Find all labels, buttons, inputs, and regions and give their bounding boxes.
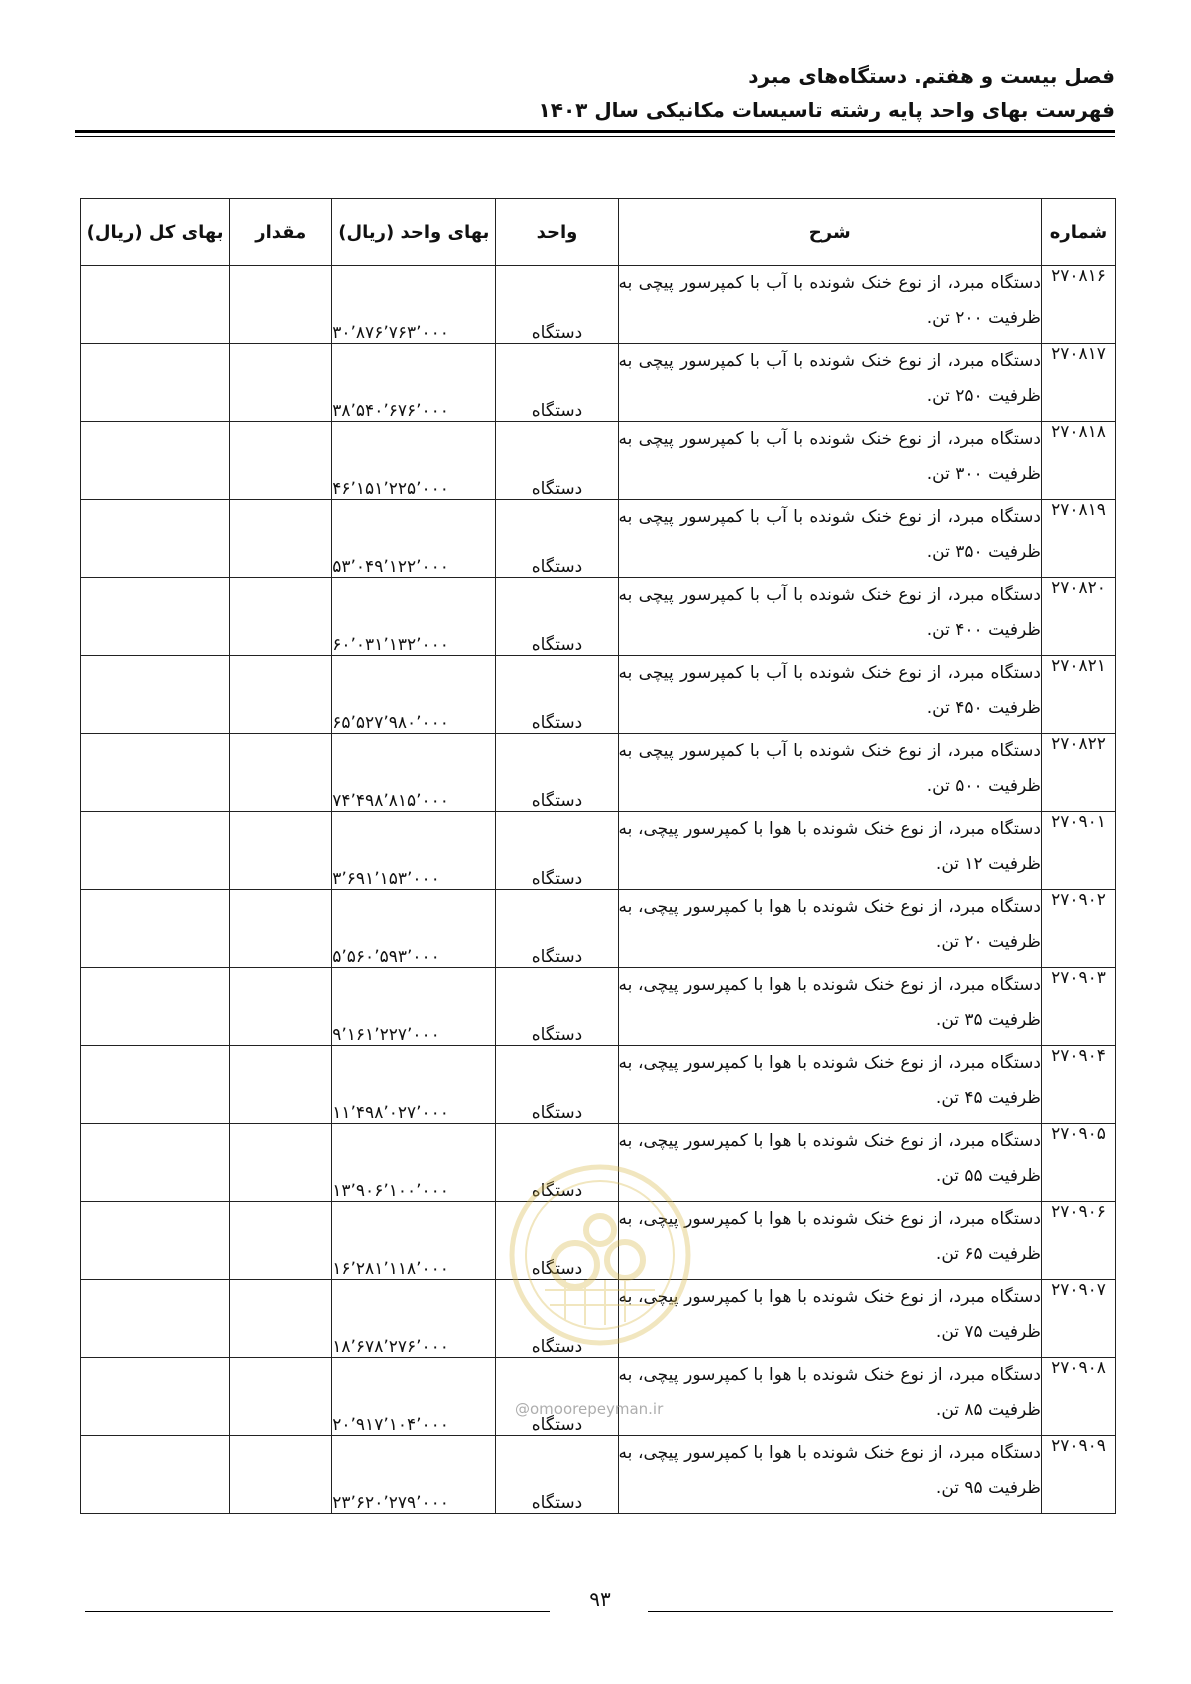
item-unit: دستگاه bbox=[496, 1358, 618, 1436]
item-quantity bbox=[230, 1202, 332, 1280]
item-unit-price: ۶۰٬۰۳۱٬۱۳۲٬۰۰۰ bbox=[332, 578, 496, 656]
table-row bbox=[81, 500, 1116, 578]
item-unit: دستگاه bbox=[496, 578, 618, 656]
item-code: ۲۷۰۸۲۱ bbox=[1041, 656, 1115, 734]
item-total-price bbox=[81, 344, 230, 422]
footer-rule-left bbox=[85, 1611, 550, 1612]
item-quantity bbox=[230, 266, 332, 344]
item-code: ۲۷۰۸۱۷ bbox=[1041, 344, 1115, 422]
table-row bbox=[81, 1358, 1116, 1436]
table-row bbox=[81, 890, 1116, 968]
item-description: دستگاه مبرد، از نوع خنک شونده با هوا با کمپرسور پیچی، به ظرفیت ۲۰ تن. bbox=[618, 890, 1041, 968]
item-quantity bbox=[230, 812, 332, 890]
header-rule-thick bbox=[75, 130, 1115, 133]
item-code: ۲۷۰۹۰۲ bbox=[1041, 890, 1115, 968]
chapter-title: فصل بیست و هفتم. دستگاه‌های مبرد bbox=[748, 64, 1115, 88]
table-row bbox=[81, 266, 1116, 344]
item-description: دستگاه مبرد، از نوع خنک شونده با هوا با کمپرسور پیچی، به ظرفیت ۸۵ تن. bbox=[618, 1358, 1041, 1436]
item-quantity bbox=[230, 1124, 332, 1202]
item-code: ۲۷۰۹۰۹ bbox=[1041, 1436, 1115, 1514]
item-total-price bbox=[81, 500, 230, 578]
table-row bbox=[81, 1046, 1116, 1124]
item-description: دستگاه مبرد، از نوع خنک شونده با آب با کمپرسور پیچی به ظرفیت ۴۵۰ تن. bbox=[618, 656, 1041, 734]
item-unit: دستگاه bbox=[496, 344, 618, 422]
item-quantity bbox=[230, 734, 332, 812]
item-unit-price: ۳۸٬۵۴۰٬۶۷۶٬۰۰۰ bbox=[332, 344, 496, 422]
item-code: ۲۷۰۹۰۴ bbox=[1041, 1046, 1115, 1124]
item-description: دستگاه مبرد، از نوع خنک شونده با آب با کمپرسور پیچی به ظرفیت ۲۰۰ تن. bbox=[618, 266, 1041, 344]
item-unit-price: ۹٬۱۶۱٬۲۲۷٬۰۰۰ bbox=[332, 968, 496, 1046]
item-code: ۲۷۰۸۲۲ bbox=[1041, 734, 1115, 812]
table-header-row bbox=[81, 199, 1116, 266]
item-code: ۲۷۰۸۱۹ bbox=[1041, 500, 1115, 578]
item-description: دستگاه مبرد، از نوع خنک شونده با آب با کمپرسور پیچی به ظرفیت ۲۵۰ تن. bbox=[618, 344, 1041, 422]
item-description: دستگاه مبرد، از نوع خنک شونده با هوا با کمپرسور پیچی، به ظرفیت ۱۲ تن. bbox=[618, 812, 1041, 890]
item-total-price bbox=[81, 1280, 230, 1358]
item-quantity bbox=[230, 656, 332, 734]
item-unit: دستگاه bbox=[496, 1436, 618, 1514]
item-description: دستگاه مبرد، از نوع خنک شونده با آب با کمپرسور پیچی به ظرفیت ۵۰۰ تن. bbox=[618, 734, 1041, 812]
item-description: دستگاه مبرد، از نوع خنک شونده با هوا با کمپرسور پیچی، به ظرفیت ۷۵ تن. bbox=[618, 1280, 1041, 1358]
item-quantity bbox=[230, 578, 332, 656]
item-description: دستگاه مبرد، از نوع خنک شونده با هوا با کمپرسور پیچی، به ظرفیت ۶۵ تن. bbox=[618, 1202, 1041, 1280]
item-unit-price: ۵۳٬۰۴۹٬۱۲۲٬۰۰۰ bbox=[332, 500, 496, 578]
item-total-price bbox=[81, 812, 230, 890]
item-total-price bbox=[81, 1202, 230, 1280]
item-code: ۲۷۰۸۱۸ bbox=[1041, 422, 1115, 500]
item-unit: دستگاه bbox=[496, 890, 618, 968]
item-total-price bbox=[81, 1358, 230, 1436]
item-description: دستگاه مبرد، از نوع خنک شونده با هوا با کمپرسور پیچی، به ظرفیت ۵۵ تن. bbox=[618, 1124, 1041, 1202]
item-unit: دستگاه bbox=[496, 422, 618, 500]
page-number: ۹۳ bbox=[589, 1587, 611, 1611]
item-code: ۲۷۰۹۰۳ bbox=[1041, 968, 1115, 1046]
item-unit-price: ۲۰٬۹۱۷٬۱۰۴٬۰۰۰ bbox=[332, 1358, 496, 1436]
item-code: ۲۷۰۹۰۷ bbox=[1041, 1280, 1115, 1358]
table-row bbox=[81, 656, 1116, 734]
item-quantity bbox=[230, 500, 332, 578]
header-total-price: بهای کل (ریال) bbox=[81, 199, 230, 266]
item-total-price bbox=[81, 1124, 230, 1202]
item-unit-price: ۳۰٬۸۷۶٬۷۶۳٬۰۰۰ bbox=[332, 266, 496, 344]
item-quantity bbox=[230, 422, 332, 500]
item-unit-price: ۴۶٬۱۵۱٬۲۲۵٬۰۰۰ bbox=[332, 422, 496, 500]
item-description: دستگاه مبرد، از نوع خنک شونده با آب با کمپرسور پیچی به ظرفیت ۴۰۰ تن. bbox=[618, 578, 1041, 656]
item-description: دستگاه مبرد، از نوع خنک شونده با هوا با کمپرسور پیچی، به ظرفیت ۹۵ تن. bbox=[618, 1436, 1041, 1514]
item-code: ۲۷۰۹۰۱ bbox=[1041, 812, 1115, 890]
table-row bbox=[81, 1280, 1116, 1358]
item-code: ۲۷۰۹۰۶ bbox=[1041, 1202, 1115, 1280]
item-total-price bbox=[81, 1046, 230, 1124]
item-unit: دستگاه bbox=[496, 500, 618, 578]
item-unit-price: ۷۴٬۴۹۸٬۸۱۵٬۰۰۰ bbox=[332, 734, 496, 812]
price-list-table bbox=[80, 198, 1116, 1514]
item-total-price bbox=[81, 1436, 230, 1514]
item-quantity bbox=[230, 344, 332, 422]
item-total-price bbox=[81, 656, 230, 734]
item-total-price bbox=[81, 890, 230, 968]
item-unit: دستگاه bbox=[496, 968, 618, 1046]
item-unit-price: ۳٬۶۹۱٬۱۵۳٬۰۰۰ bbox=[332, 812, 496, 890]
item-unit: دستگاه bbox=[496, 734, 618, 812]
item-code: ۲۷۰۹۰۵ bbox=[1041, 1124, 1115, 1202]
footer-rule-right bbox=[648, 1611, 1113, 1612]
item-description: دستگاه مبرد، از نوع خنک شونده با آب با کمپرسور پیچی به ظرفیت ۳۰۰ تن. bbox=[618, 422, 1041, 500]
item-unit: دستگاه bbox=[496, 1280, 618, 1358]
item-quantity bbox=[230, 1358, 332, 1436]
header-quantity: مقدار bbox=[230, 199, 332, 266]
table-row bbox=[81, 968, 1116, 1046]
item-total-price bbox=[81, 578, 230, 656]
item-unit-price: ۶۵٬۵۲۷٬۹۸۰٬۰۰۰ bbox=[332, 656, 496, 734]
table-row bbox=[81, 422, 1116, 500]
item-unit-price: ۱۸٬۶۷۸٬۲۷۶٬۰۰۰ bbox=[332, 1280, 496, 1358]
document-title: فهرست بهای واحد پایه رشته تاسیسات مکانیکی سال ۱۴۰۳ bbox=[538, 98, 1115, 122]
item-unit: دستگاه bbox=[496, 1202, 618, 1280]
item-quantity bbox=[230, 1280, 332, 1358]
item-code: ۲۷۰۸۱۶ bbox=[1041, 266, 1115, 344]
header-description: شرح bbox=[618, 199, 1041, 266]
table-row bbox=[81, 734, 1116, 812]
item-unit-price: ۱۳٬۹۰۶٬۱۰۰٬۰۰۰ bbox=[332, 1124, 496, 1202]
item-quantity bbox=[230, 1436, 332, 1514]
table-row bbox=[81, 578, 1116, 656]
item-total-price bbox=[81, 266, 230, 344]
item-total-price bbox=[81, 422, 230, 500]
table-row bbox=[81, 1436, 1116, 1514]
header-unit: واحد bbox=[496, 199, 618, 266]
item-unit-price: ۲۳٬۶۲۰٬۲۷۹٬۰۰۰ bbox=[332, 1436, 496, 1514]
item-quantity bbox=[230, 968, 332, 1046]
table-row bbox=[81, 1124, 1116, 1202]
item-quantity bbox=[230, 890, 332, 968]
item-unit-price: ۵٬۵۶۰٬۵۹۳٬۰۰۰ bbox=[332, 890, 496, 968]
item-unit: دستگاه bbox=[496, 266, 618, 344]
item-unit: دستگاه bbox=[496, 1046, 618, 1124]
item-total-price bbox=[81, 734, 230, 812]
table-row bbox=[81, 1202, 1116, 1280]
item-code: ۲۷۰۹۰۸ bbox=[1041, 1358, 1115, 1436]
item-unit: دستگاه bbox=[496, 812, 618, 890]
header-rule-thin bbox=[75, 136, 1115, 137]
item-code: ۲۷۰۸۲۰ bbox=[1041, 578, 1115, 656]
item-description: دستگاه مبرد، از نوع خنک شونده با هوا با کمپرسور پیچی، به ظرفیت ۴۵ تن. bbox=[618, 1046, 1041, 1124]
item-unit: دستگاه bbox=[496, 1124, 618, 1202]
item-quantity bbox=[230, 1046, 332, 1124]
item-total-price bbox=[81, 968, 230, 1046]
watermark-text: @omoorepeyman.ir bbox=[515, 1400, 664, 1418]
table-row bbox=[81, 344, 1116, 422]
item-unit: دستگاه bbox=[496, 656, 618, 734]
header-code: شماره bbox=[1041, 199, 1115, 266]
item-description: دستگاه مبرد، از نوع خنک شونده با آب با کمپرسور پیچی به ظرفیت ۳۵۰ تن. bbox=[618, 500, 1041, 578]
item-unit-price: ۱۱٬۴۹۸٬۰۲۷٬۰۰۰ bbox=[332, 1046, 496, 1124]
item-description: دستگاه مبرد، از نوع خنک شونده با هوا با کمپرسور پیچی، به ظرفیت ۳۵ تن. bbox=[618, 968, 1041, 1046]
header-unit-price: بهای واحد (ریال) bbox=[332, 199, 496, 266]
item-unit-price: ۱۶٬۲۸۱٬۱۱۸٬۰۰۰ bbox=[332, 1202, 496, 1280]
table-row bbox=[81, 812, 1116, 890]
